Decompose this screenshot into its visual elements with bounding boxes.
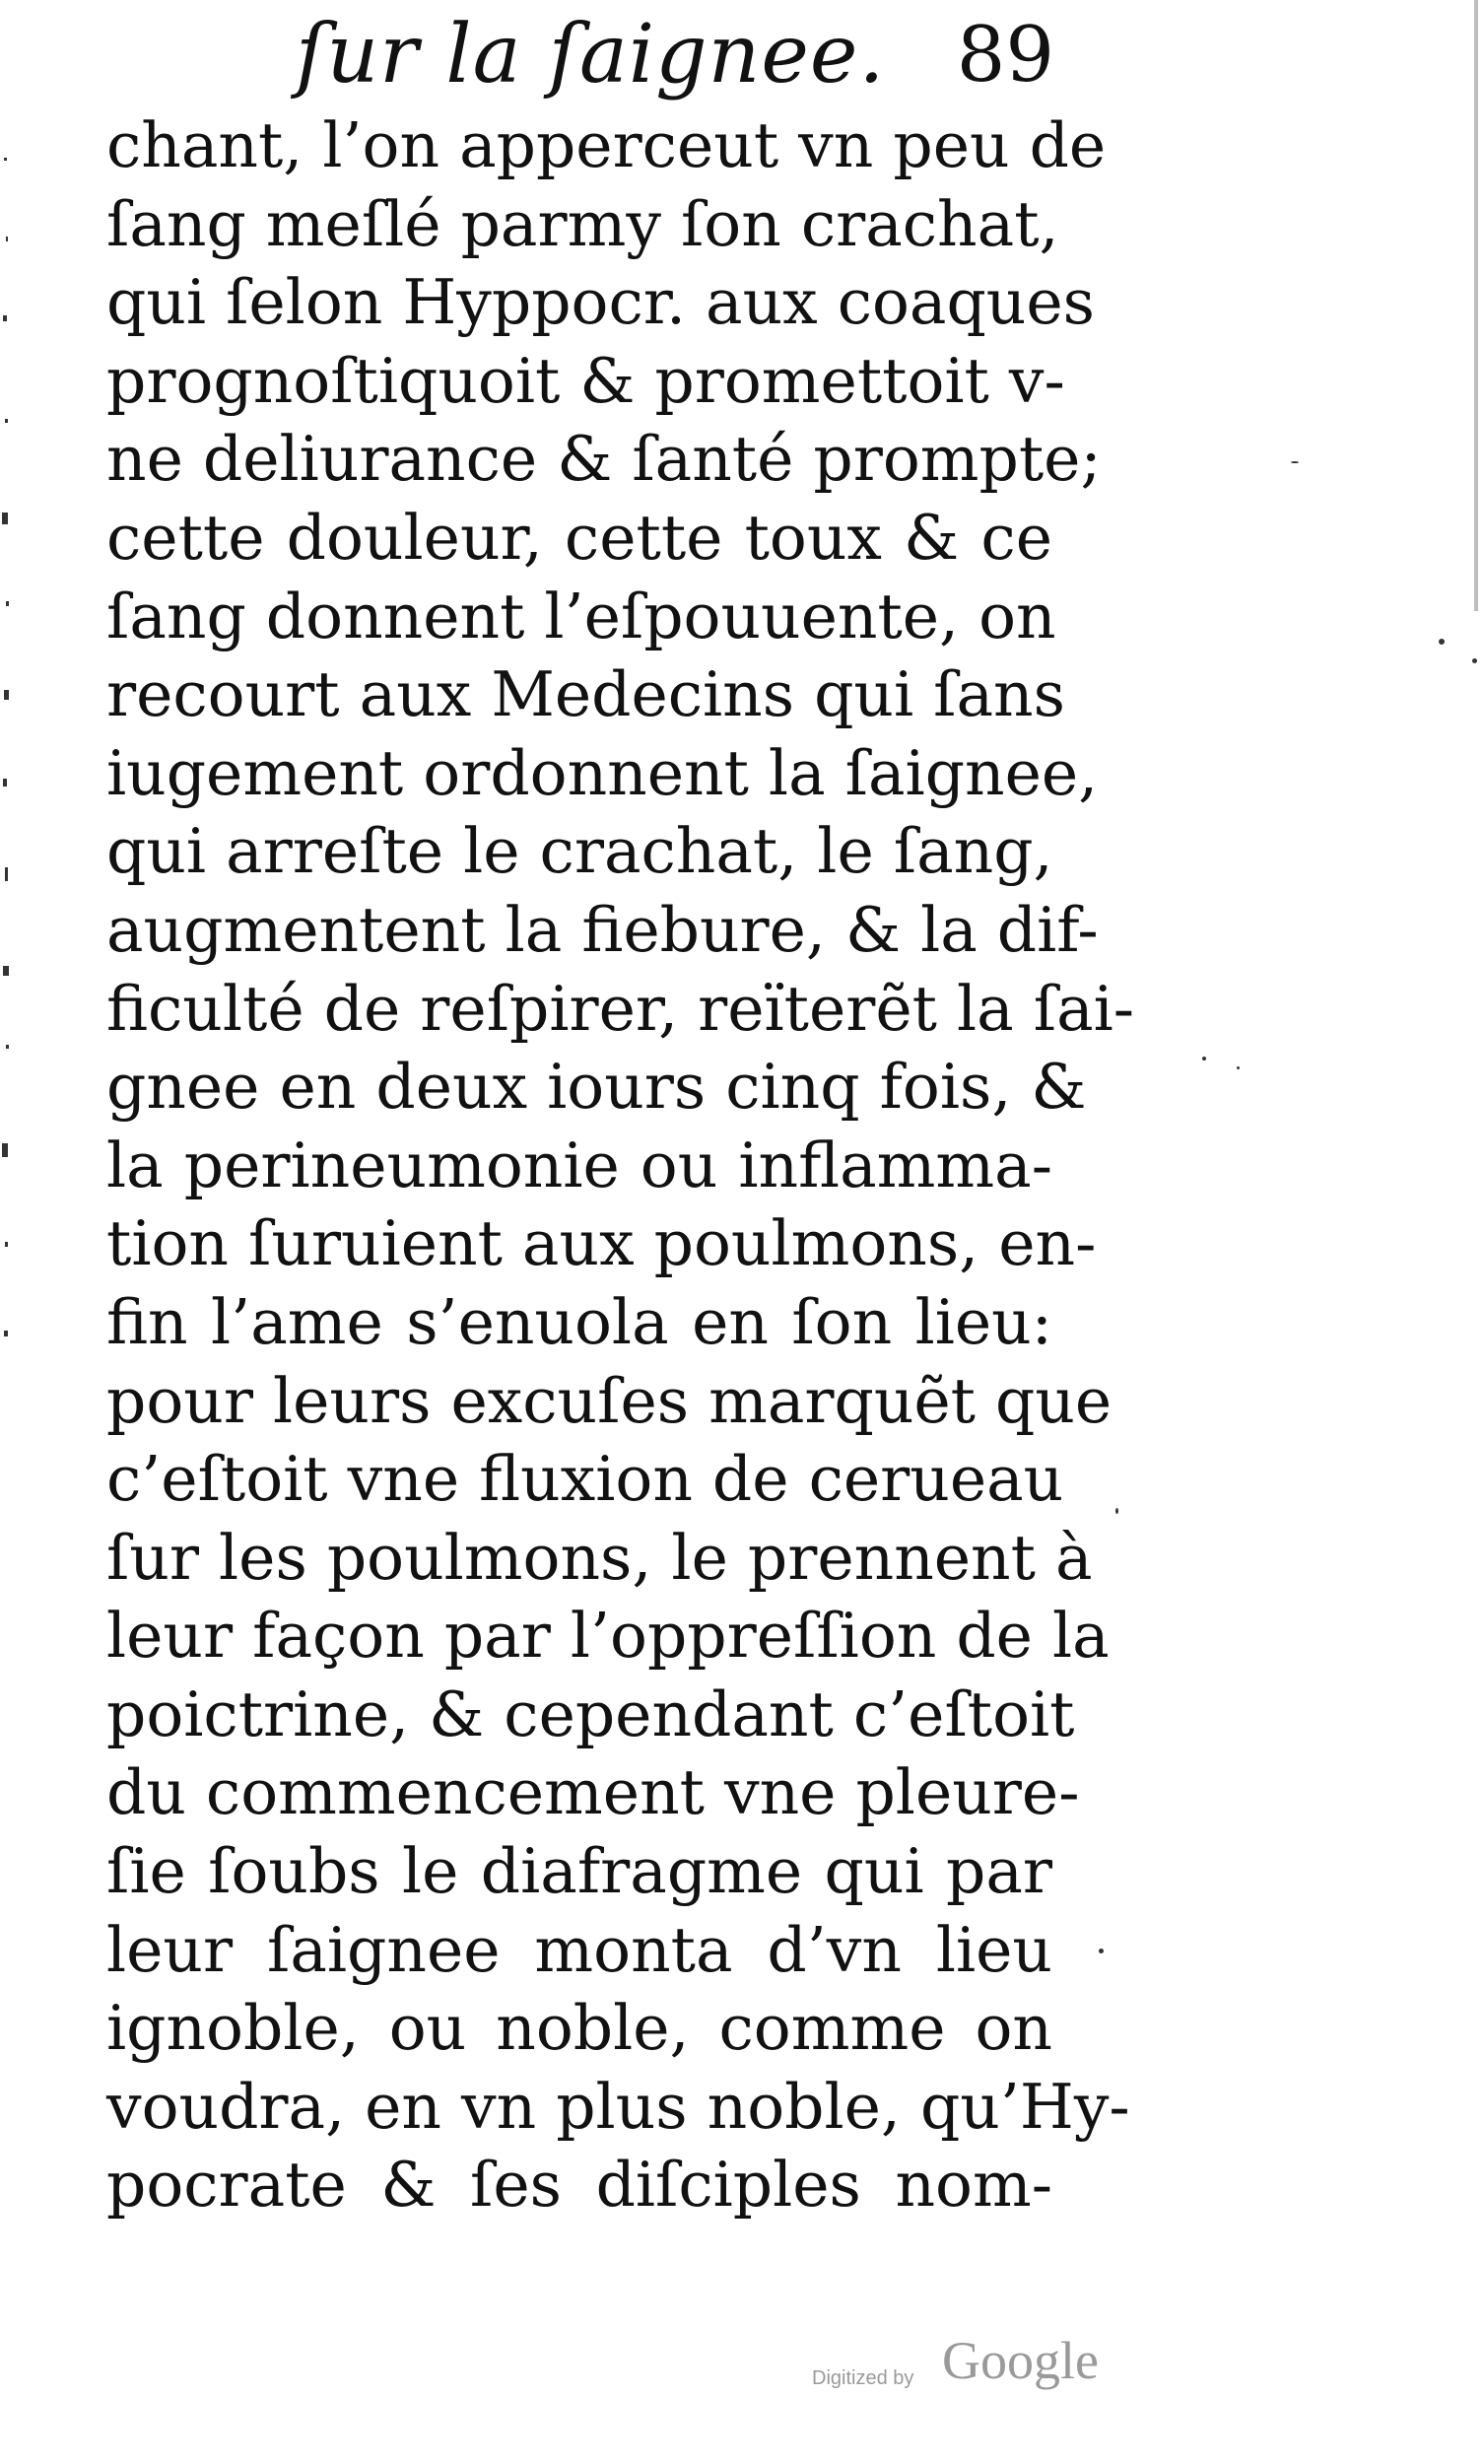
text-line: qui arreſte le crachat, le ſang, — [106, 815, 1053, 888]
text-line: fin l’ame s’enuola en ſon lieu: — [106, 1285, 1052, 1358]
ink-speck — [1291, 461, 1299, 463]
ink-speck — [1202, 1057, 1206, 1061]
text-line: ſur les poulmons, le prennent à — [106, 1521, 1093, 1594]
ink-speck — [1472, 658, 1477, 663]
ink-speck — [1237, 1066, 1240, 1069]
body-text — [106, 106, 1135, 2224]
text-line: cette douleur, cette toux & ce — [106, 501, 1052, 574]
ink-speck — [1115, 1508, 1118, 1514]
text-line: pour leurs excuſes marquẽt que — [106, 1364, 1113, 1437]
text-line: augmentent la fiebure, & la dif- — [106, 893, 1099, 966]
ink-speck — [1439, 639, 1445, 645]
text-line: la perineumonie ou inflamma- — [106, 1129, 1052, 1201]
text-line: ſang donnent l’eſpouuente, on — [106, 580, 1056, 652]
text-line: qui ſelon Hyppocr. aux coaques — [106, 266, 1095, 339]
watermark-prefix: Digitized by — [812, 2367, 914, 2389]
text-line: recourt aux Medecins qui ſans — [106, 658, 1065, 731]
scan-edge-line — [1474, 0, 1478, 611]
text-line: chant, l’on apperceut vn peu de — [106, 109, 1107, 181]
text-line: ne deliurance & ſanté prompte; — [106, 423, 1102, 496]
text-line: pocrate & ſes diſciples nom- — [106, 2149, 1052, 2222]
text-line: prognoſtiquoit & promettoit v- — [106, 344, 1065, 417]
text-line: poictrine, & cependant c’eſtoit — [106, 1677, 1075, 1750]
watermark-brand: Google — [942, 2331, 1099, 2390]
text-line: c’eſtoit vne fluxion de cerueau — [106, 1443, 1064, 1516]
text-line: du commencement vne pleure- — [106, 1756, 1080, 1829]
scan-edge-artifacts — [0, 138, 20, 1370]
text-line: iugement ordonnent la ſaignee, — [106, 736, 1099, 809]
text-line: ſie ſoubs le diafragme qui par — [106, 1835, 1052, 1908]
digitization-watermark — [812, 2324, 1137, 2403]
text-line: leur ſaignee monta d’vn lieu — [106, 1913, 1052, 1986]
text-line: gnee en deux iours cinq fois, & — [106, 1051, 1087, 1124]
page-number: 89 — [956, 11, 1054, 100]
text-line: ignoble, ou noble, comme on — [106, 1992, 1052, 2065]
text-line: tion ſuruient aux poulmons, en- — [106, 1207, 1097, 1280]
text-line: voudra, en vn plus noble, qu’Hy- — [106, 2070, 1130, 2143]
running-title: ſur la ſaignee. — [296, 8, 886, 102]
running-head — [296, 6, 1054, 109]
ink-speck — [1099, 1949, 1104, 1953]
text-line: ficulté de reſpirer, reïterẽt la ſai- — [106, 972, 1135, 1045]
text-line: ſang meſlé parmy ſon crachat, — [106, 187, 1059, 260]
text-line: leur façon par l’oppreſſion de la — [106, 1600, 1110, 1673]
